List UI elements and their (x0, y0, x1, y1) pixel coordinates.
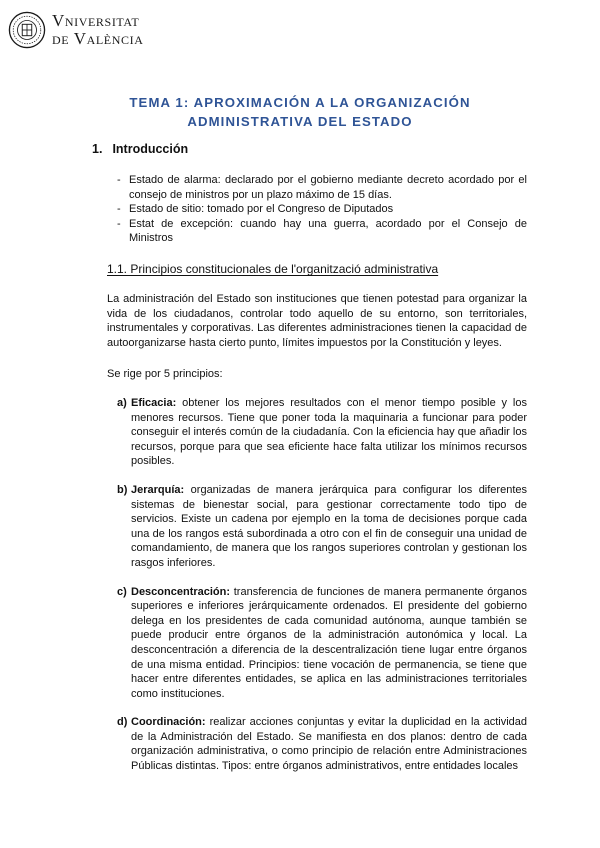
bullet-item (117, 202, 527, 217)
principle-item-b (117, 483, 527, 571)
principle-term: Desconcentración: (131, 585, 231, 598)
principle-item-c (117, 585, 527, 702)
principle-term: Jerarquía: (131, 483, 185, 496)
bullet-dash: - (117, 217, 121, 230)
section-heading (92, 142, 188, 156)
bullet-item (117, 217, 527, 246)
university-seal-icon (8, 11, 46, 49)
principle-item-d (117, 715, 527, 773)
bullet-text: Estat de excepción: cuando hay una guerra, acordado por el Consejo de Ministros (129, 217, 527, 245)
section-title: Introducción (112, 142, 189, 156)
university-logo (8, 10, 168, 50)
principle-label: b) (117, 483, 128, 496)
logo-line-1: Vniversitat (52, 11, 140, 30)
principles-list (117, 396, 527, 788)
principle-text: organizadas de manera jerárquica para configurar los diferentes sistemas de bienestar social, para gestionar correctamente todo tipo de servicios. Existe un cadena por ejemplo en la toma de decisiones porque cada una de los rangos está subordinada a otro con el fin de conseguir una unidad de comandamiento, de manera que los rangos superiores controlan y gestionan los rasgos inferiores. (131, 483, 527, 569)
intro-paragraph: La administración del Estado son instituciones que tienen potestad para organizar la vida de los ciudadanos, controlar todo aquello de su entorno, son territoriales, instrumentales y corporativas. Las diferentes administraciones tienen la capacidad de autoorganizarse hasta cierto punto, límites impuestos por la Constitución y leyes. (107, 293, 527, 349)
principle-term: Eficacia: (131, 397, 177, 409)
principle-text: transferencia de funciones de manera permanente órganos superiores e inferiores jerárquicamente ordenados. El presidente del gobierno delega en los presidentes de cada comunidad autónoma, aunque también se puede producir entre órganos de la administración autonómica y local. La desconcentración a diferencia de la descentralización tiene lugar entre órganos de una misma entidad. Principios: tiene vocación de permanencia, se tiene que hacer entre diferentes entidades, se aplica en las administraciones territoriales como instituciones. (131, 585, 527, 700)
title-line-1: TEMA 1: APROXIMACIÓN A LA ORGANIZACIÓN (129, 95, 471, 110)
bullet-item (117, 173, 527, 202)
principles-intro: Se rige por 5 principios: (107, 368, 223, 380)
section-number: 1. (92, 142, 103, 156)
bullet-text: Estado de sitio: tomado por el Congreso de Diputados (129, 203, 394, 216)
bullet-dash: - (117, 203, 121, 216)
bullet-dash: - (117, 174, 121, 186)
subsection-heading: 1.1. Principios constitucionales de l'organització administrativa (107, 262, 439, 276)
principle-label: c) (117, 585, 127, 598)
bullet-text: Estado de alarma: declarado por el gobierno mediante decreto acordado por el consejo de ministros por un plazo máximo de 15 días. (129, 174, 527, 201)
document-title (100, 93, 500, 131)
title-line-2: ADMINISTRATIVA DEL ESTADO (187, 114, 413, 129)
principle-term: Coordinación: (131, 716, 206, 729)
principle-text: obtener los mejores resultados con el menor tiempo posible y los menores recursos. Tiene que poner toda la maquinaria a funcionar para poder conseguir el interés común de la ciudadanía. Con la eficiencia hay que añadir los recursos, porque para que sea eficiente hace falta utilizar los mínimos recursos posibles. (131, 397, 527, 468)
principle-label: d) (117, 716, 128, 729)
principle-item-a (117, 396, 527, 469)
principle-text: realizar acciones conjuntas y evitar la duplicidad en la actividad de la Administración del Estado. Se manifiesta en dos planos: dentro de cada organización administrativa, o como principio de relación entre Administraciones Públicas distintas. Tipos: entre órganos administrativos, entre entidades locales (131, 716, 527, 773)
logo-line-2: de València (52, 29, 144, 48)
bullet-list (117, 173, 527, 246)
principle-label: a) (117, 397, 127, 409)
